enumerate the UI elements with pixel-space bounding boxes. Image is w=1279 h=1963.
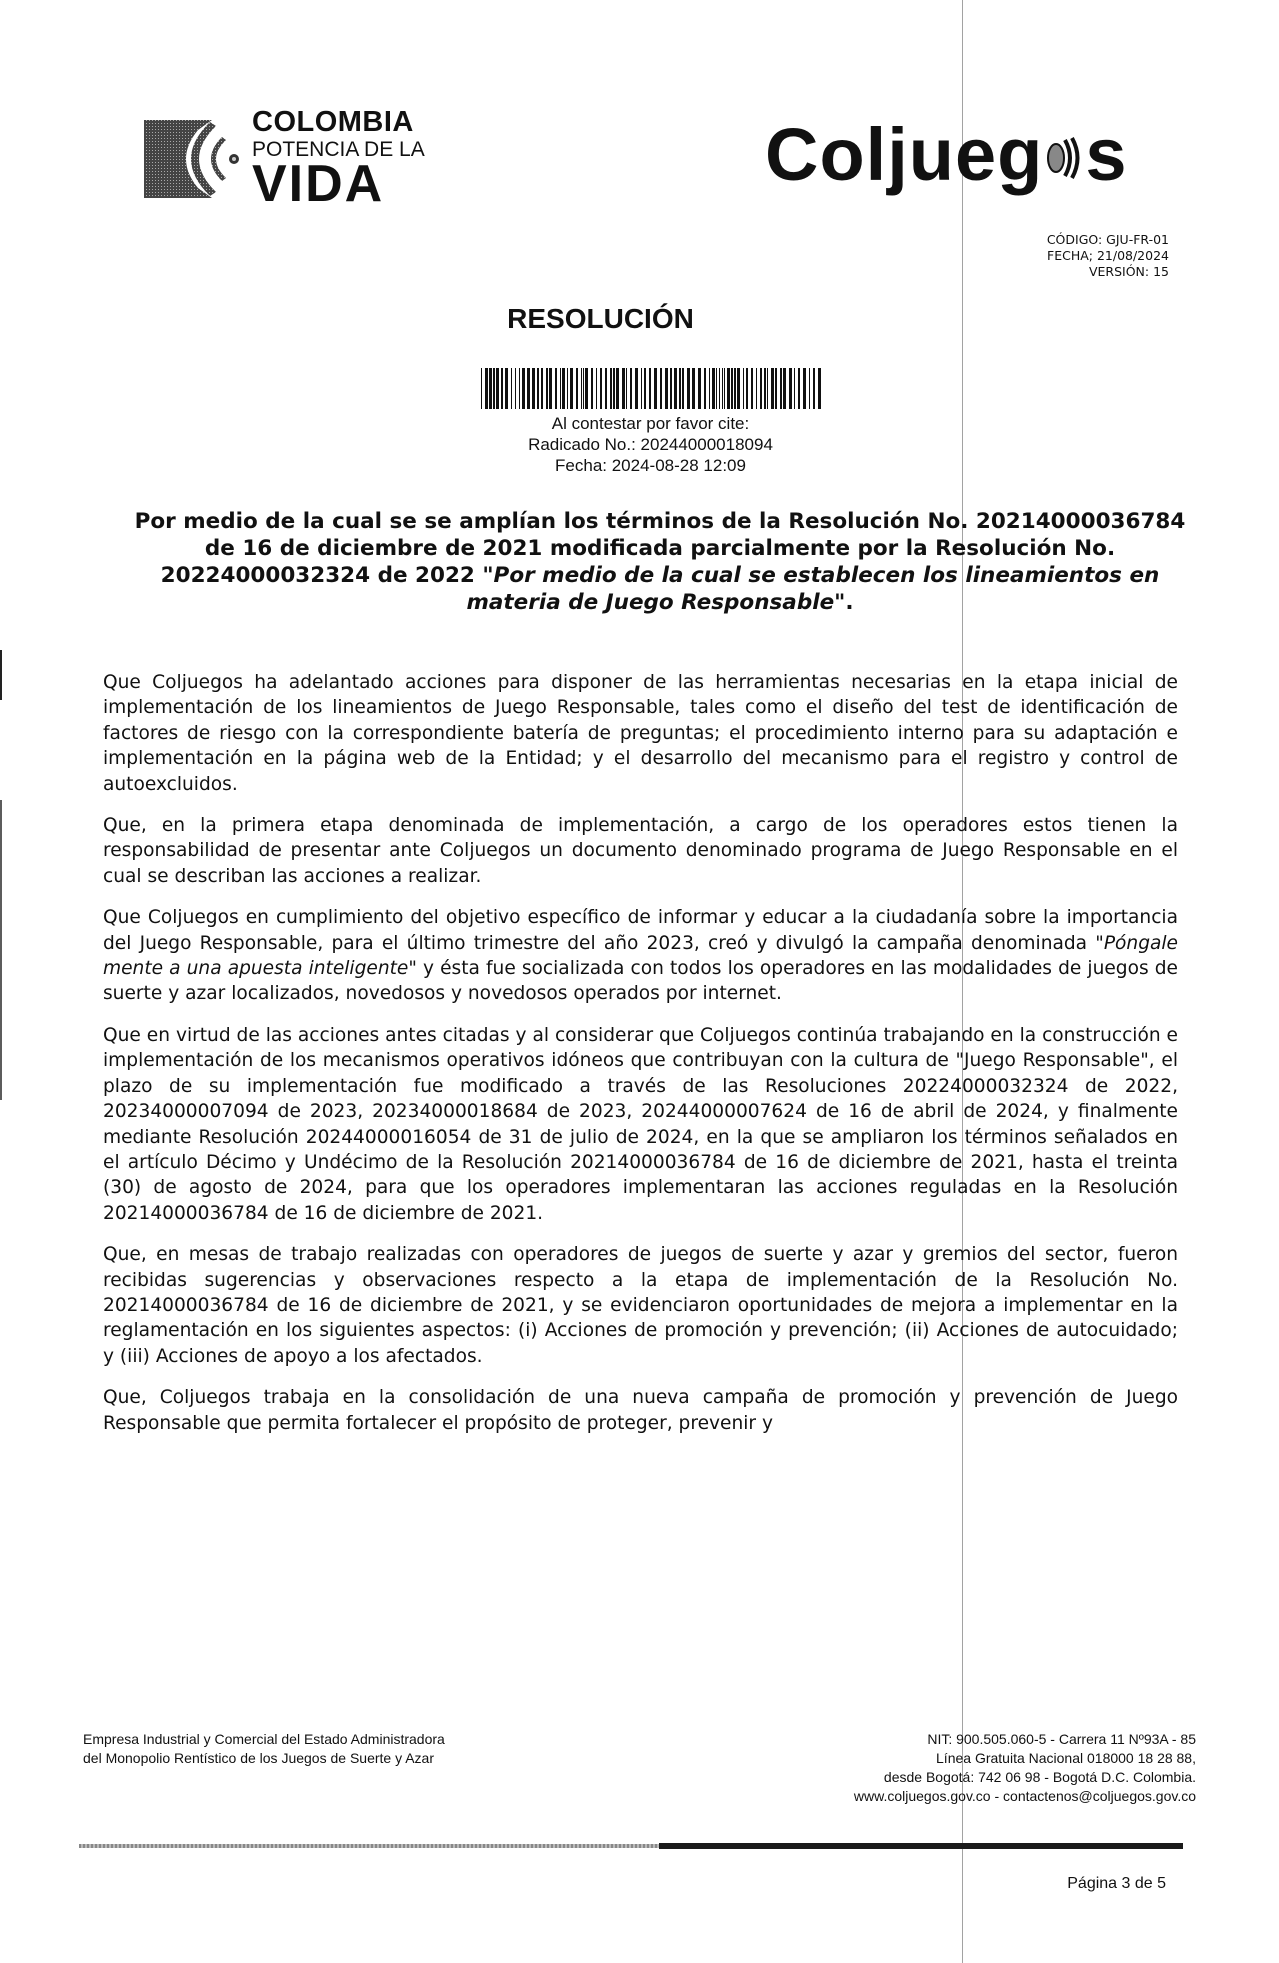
barcode-bar: [626, 368, 627, 409]
barcode-bar: [712, 368, 715, 409]
barcode-bar: [537, 368, 539, 409]
barcode-bar: [692, 368, 695, 409]
barcode-bar: [803, 368, 806, 409]
barcode-bar: [496, 368, 499, 409]
barcode-bar: [674, 368, 677, 409]
barcode-bar: [734, 368, 736, 409]
cite-label: Al contestar por favor cite:: [551, 414, 750, 433]
coljuegos-logo-text-suffix: s: [1085, 113, 1128, 196]
barcode-bar: [737, 368, 740, 409]
barcode: [481, 368, 821, 409]
footer-left-line: del Monopolio Rentístico de los Juegos de Suerte y Azar: [83, 1750, 434, 1766]
footer-nit-address: NIT: 900.505.060-5 - Carrera 11 Nº93A - 85: [927, 1731, 1196, 1747]
barcode-bar: [682, 368, 684, 409]
barcode-bar: [809, 368, 810, 409]
barcode-bar: [515, 368, 516, 409]
colombia-potencia-de-la-vida-logo: [142, 106, 462, 213]
doc-date: FECHA; 21/08/2024: [1047, 248, 1169, 263]
resolution-subject: [130, 508, 1190, 616]
footer-entity-description: [83, 1730, 445, 1768]
barcode-bar: [722, 368, 723, 409]
paragraph: Que, Coljuegos trabaja en la consolidación de una nueva campaña de promoción y prevención de Juego Responsable que permita fortalecer el propósito de proteger, prevenir y: [103, 1387, 1178, 1434]
scan-artifact-edge: [0, 650, 2, 700]
barcode-bar: [789, 368, 792, 409]
barcode-bar: [505, 368, 508, 409]
barcode-bar: [818, 368, 821, 409]
paragraph: Que Coljuegos ha adelantado acciones para disponer de las herramientas necesarias en la etapa inicial de implementación de los lineamientos de Juego Responsable, tales como el diseño del test de identificación de factores de riesgo con la correspondiente batería de preguntas; el procedimiento interno para su adaptación e implementación en la página web de la Entidad; y el desarrollo del mecanismo para el registro y control de autoexcluidos.: [103, 672, 1178, 795]
barcode-bar: [727, 368, 730, 409]
barcode-bar: [716, 368, 717, 409]
footer-bar-dark-segment: [659, 1843, 1183, 1849]
barcode-bar: [798, 368, 800, 409]
barcode-bar: [767, 368, 768, 409]
coljuegos-swoosh-icon: [1045, 130, 1083, 182]
barcode-bar: [746, 368, 748, 409]
barcode-bar: [731, 368, 733, 409]
footer-divider-bar: [79, 1843, 1183, 1849]
barcode-bar: [519, 368, 520, 409]
logo-line-potencia: POTENCIA DE LA: [252, 138, 425, 161]
barcode-bar: [527, 368, 530, 409]
doc-version: VERSIÓN: 15: [1088, 264, 1169, 279]
colombia-emblem-icon: [142, 116, 240, 202]
barcode-bar: [764, 368, 766, 409]
barcode-bar: [813, 368, 815, 409]
barcode-bar: [555, 368, 557, 409]
footer-phone-line: Línea Gratuita Nacional 018000 18 28 88,: [936, 1750, 1196, 1766]
scan-artifact-edge: [0, 800, 2, 1100]
barcode-bar: [687, 368, 690, 409]
barcode-bar: [719, 368, 720, 409]
barcode-bar: [585, 368, 588, 409]
barcode-bar: [622, 368, 625, 409]
barcode-bar: [783, 368, 786, 409]
doc-code: CÓDIGO: GJU-FR-01: [1046, 232, 1169, 247]
barcode-bar: [511, 368, 512, 409]
radicado-date: Fecha: 2024-08-28 12:09: [555, 456, 746, 475]
coljuegos-logo-text-prefix: Coljueg: [765, 113, 1044, 196]
barcode-bar: [775, 368, 777, 409]
campaign-name: "Póngale mente a una apuesta inteligente": [103, 932, 1178, 980]
barcode-bar: [532, 368, 535, 409]
barcode-bar: [541, 368, 543, 409]
barcode-bar: [641, 368, 642, 409]
paragraph: Que, en la primera etapa denominada de implementación, a cargo de los operadores estos tienen la responsabilidad de presentar ante Coljuegos un documento denominado programa de Juego Responsable en el cual se describan las acciones a realizar.: [103, 815, 1178, 887]
barcode-bar: [485, 368, 488, 409]
page-number: Página 3 de 5: [1067, 1875, 1166, 1892]
radicado-block: [0, 413, 1279, 476]
colombia-logo-text: [252, 106, 425, 213]
barcode-bar: [583, 368, 584, 409]
barcode-bar: [670, 368, 672, 409]
coljuegos-logo: [765, 113, 1128, 196]
barcode-bar: [630, 368, 632, 409]
barcode-bar: [576, 368, 578, 409]
barcode-bar: [562, 368, 565, 409]
barcode-bar: [698, 368, 701, 409]
barcode-bar: [489, 368, 492, 409]
barcode-bar: [581, 368, 582, 409]
barcode-bar: [610, 368, 612, 409]
paragraph-text: Que Coljuegos en cumplimiento del objetivo específico de informar y educar a la ciudadanía sobre la importancia del Juego Responsable, para el último trimestre del año 2023, creó y divulgó la campaña denominada: [103, 907, 1178, 954]
barcode-bar: [679, 368, 681, 409]
radicado-number: Radicado No.: 20244000018094: [528, 435, 773, 454]
subject-quoted-title: "Por medio de la cual se establecen los lineamientos en materia de Juego Responsable": [466, 563, 1160, 615]
barcode-bar: [501, 368, 503, 409]
barcode-bar: [481, 368, 482, 409]
barcode-bar: [743, 368, 744, 409]
barcode-bar: [616, 368, 619, 409]
barcode-bar: [756, 368, 757, 409]
logo-line-colombia: COLOMBIA: [252, 106, 414, 138]
barcode-bar: [493, 368, 495, 409]
paragraph: [103, 905, 1178, 1007]
barcode-bar: [751, 368, 753, 409]
barcode-bar: [709, 368, 710, 409]
paragraph-text: y ésta fue socializada con todos los operadores en las modalidades de juegos de suerte y azar localizados, novedosos y novedosos operados por internet.: [103, 958, 1178, 1005]
barcode-bar: [704, 368, 706, 409]
footer-bar-light-segment: [79, 1844, 659, 1848]
footer-contact-info: [854, 1730, 1196, 1806]
barcode-bar: [771, 368, 774, 409]
barcode-bar: [560, 368, 561, 409]
footer-left-line: Empresa Industrial y Comercial del Estado Administradora: [83, 1731, 445, 1747]
paragraph: Que en virtud de las acciones antes citadas y al considerar que Coljuegos continúa trabajando en la construcción e implementación de los mecanismos operativos idóneos que contribuyan con la cultura de "Juego Responsable", el plazo de su implementación fue modificado a través de las Resoluciones 20224000032324 de 2022, 20234000007094 de 2023, 20234000018684 de 2023, 20244000007624 de 16 de abril de 2024, y finalmente mediante Resolución 20244000016054 de 31 de julio de 2024, en la que se ampliaron los términos señalados en el artículo Décimo y Undécimo de la Resolución 20214000036784 de 16 de diciembre de 2021, hasta el treinta (30) de agosto de 2024, para que los operadores implementaran las acciones reguladas en la Resolución 20214000036784 de 16 de diciembre de 2021.: [103, 1024, 1178, 1224]
document-type-title: RESOLUCIÓN: [507, 303, 694, 334]
barcode-bar: [591, 368, 593, 409]
barcode-bar: [635, 368, 638, 409]
barcode-bar: [660, 368, 662, 409]
document-control-info: [1047, 232, 1169, 280]
barcode-bar: [794, 368, 795, 409]
barcode-bar: [780, 368, 782, 409]
logo-line-vida: VIDA: [252, 155, 385, 213]
barcode-bar: [665, 368, 668, 409]
barcode-bar: [605, 368, 607, 409]
paragraph: Que, en mesas de trabajo realizadas con operadores de juegos de suerte y azar y gremios del sector, fueron recibidas sugerencias y observaciones respecto a la etapa de implementación de la Resolución No. 20214000036784 de 16 de diciembre de 2021, y se evidenciaron oportunidades de mejora a implementar en la reglamentación en los siguientes aspectos: (i) Acciones de promoción y prevención; (ii) Acciones de autocuidado; y (iii) Acciones de apoyo a los afectados.: [103, 1244, 1178, 1367]
barcode-bar: [570, 368, 573, 409]
barcode-bar: [596, 368, 597, 409]
barcode-bar: [549, 368, 552, 409]
subject-end: .: [845, 590, 854, 615]
document-body: [103, 670, 1178, 1452]
barcode-bar: [724, 368, 725, 409]
barcode-bar: [522, 368, 525, 409]
barcode-bar: [567, 368, 568, 409]
footer-web-email: www.coljuegos.gov.co - contactenos@coljuegos.gov.co: [853, 1788, 1196, 1804]
barcode-bar: [600, 368, 602, 409]
barcode-bar: [760, 368, 762, 409]
barcode-bar: [649, 368, 651, 409]
barcode-bar: [546, 368, 548, 409]
barcode-bar: [613, 368, 615, 409]
footer-bogota-phone: desde Bogotá: 742 06 98 - Bogotá D.C. Colombia.: [883, 1769, 1196, 1785]
barcode-bar: [644, 368, 646, 409]
barcode-bar: [654, 368, 657, 409]
subject-text: Por medio de la cual se se amplían los términos de la Resolución No. 20214000036784 de 16 de diciembre de 2021 modificada parcialmente por la Resolución No. 20224000032324 de 2022: [134, 509, 1186, 588]
